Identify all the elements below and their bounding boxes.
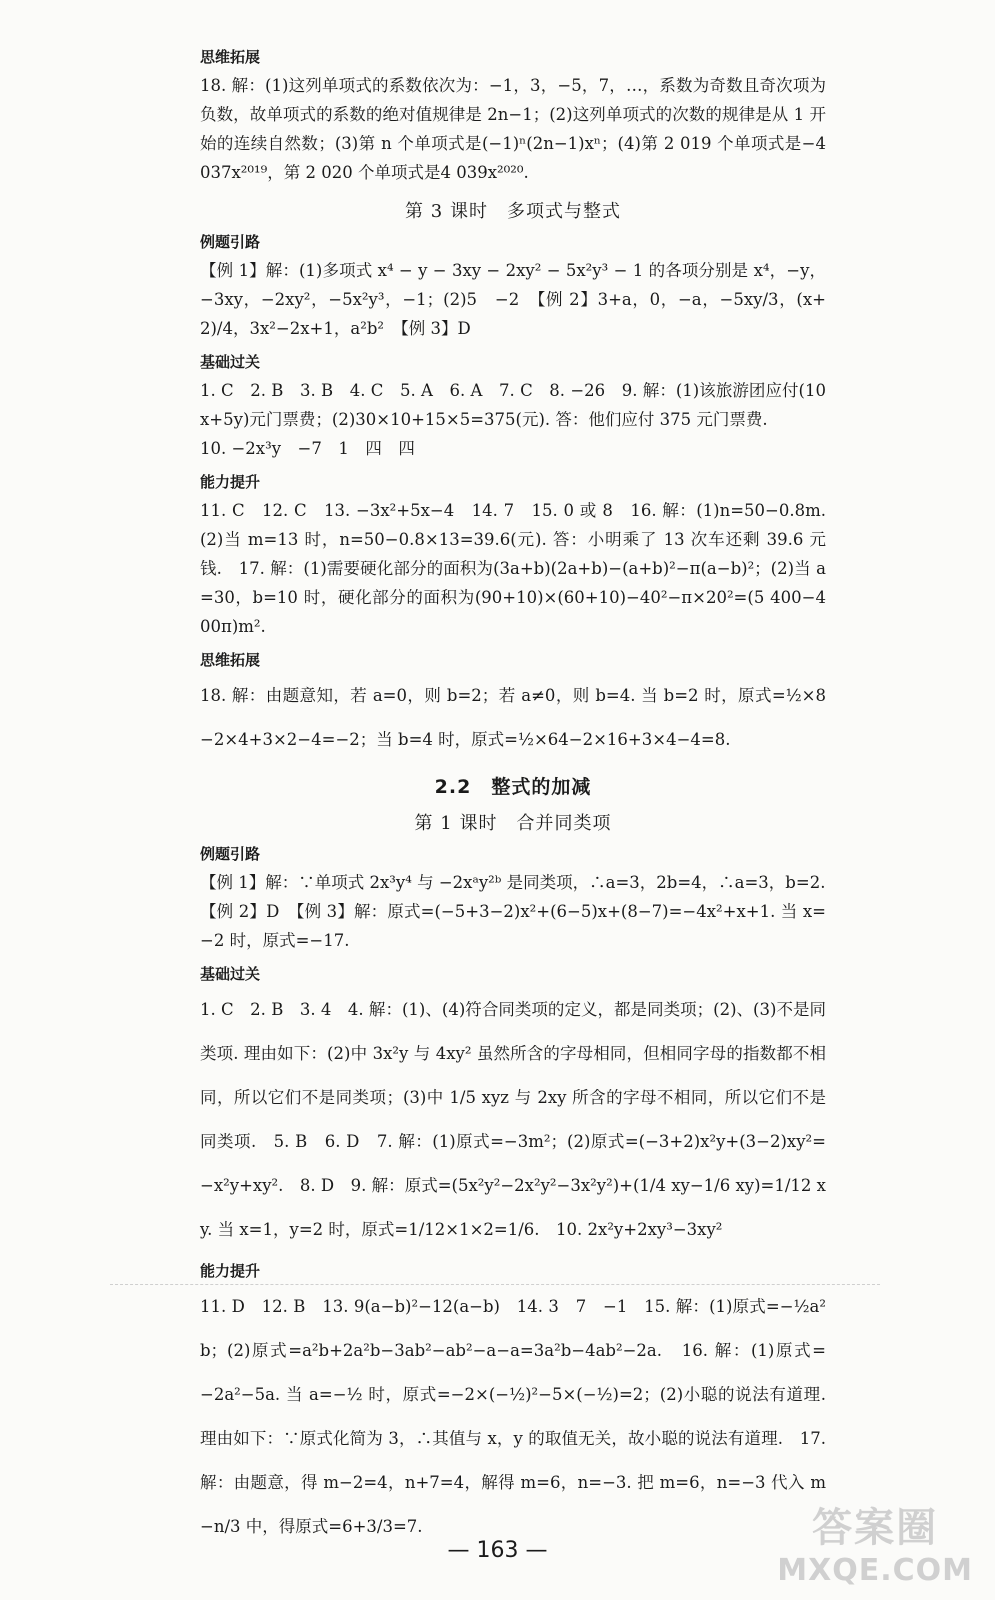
answer-paragraph: 10. −2x³y −7 1 四 四	[200, 439, 415, 458]
answer-paragraph: 1. C 2. B 3. 4 4. 解：(1)、(4)符合同类项的定义，都是同类项；(2)、(3)不是同类项. 理由如下：(2)中 3x²y 与 4xy² 虽然所含的字母相同，但相同字母的指数都不相同，所以它们不是同类项；(3)中 1/5 xyz 与 2xy 所含的字母不相同，所以它们不是同类项. 5. B 6. D 7. 解：(1)原式=−3m²；(2)原式=(−3+2)x²y+(3−2)xy²=−x²y+xy². 8. D 9. 解：原式=(5x²y²−2x²y²−3x²y²)+(1/4 xy−1/6 xy)=1/12 xy. 当 x=1，y=2 时，原式=1/12×1×2=1/6. 10. 2x²y+2xy³−3xy²	[200, 1000, 826, 1239]
answer-paragraph: 18. 解：(1)这列单项式的系数依次为：−1，3，−5，7，…，系数为奇数且奇次项为负数，故单项式的系数的绝对值规律是 2n−1；(2)这列单项式的次数的规律是从 1 开始的连续自然数；(3)第 n 个单项式是(−1)ⁿ(2n−1)xⁿ；(4)第 2 019 个单项式是−4 037x²⁰¹⁹，第 2 020 个单项式是4 039x²⁰²⁰.	[200, 76, 826, 182]
section-heading: 思维拓展	[200, 651, 261, 669]
answer-page-content	[200, 38, 826, 1549]
lesson-title: 第 1 课时 合并同类项	[414, 813, 612, 834]
answer-paragraph: 18. 解：由题意知，若 a=0，则 b=2；若 a≠0，则 b=4. 当 b=2 时，原式=½×8−2×4+3×2−4=−2；当 b=4 时，原式=½×64−2×16+3×4−4=8.	[200, 686, 826, 749]
section-heading: 基础过关	[200, 965, 261, 983]
page-number: — 163 —	[447, 1538, 548, 1563]
answer-paragraph: 【例 1】解：∵单项式 2x³y⁴ 与 −2xᵃy²ᵇ 是同类项，∴a=3，2b=4，∴a=3，b=2.	[200, 873, 826, 892]
divider-line	[110, 1284, 880, 1285]
answer-paragraph: 【例 2】D 【例 3】解：原式=(−5+3−2)x²+(6−5)x+(8−7)=−4x²+x+1. 当 x=−2 时，原式=−17.	[200, 902, 826, 950]
section-heading: 例题引路	[200, 233, 261, 251]
section-heading: 思维拓展	[200, 48, 261, 66]
lesson-title: 第 3 课时 多项式与整式	[405, 201, 621, 222]
chapter-title: 2.2 整式的加减	[434, 776, 592, 798]
section-heading: 例题引路	[200, 845, 261, 863]
answer-paragraph: 11. C 12. C 13. −3x²+5x−4 14. 7 15. 0 或 8 16. 解：(1)n=50−0.8m. (2)当 m=13 时，n=50−0.8×13=39.6(元). 答：小明乘了 13 次车还剩 39.6 元钱. 17. 解：(1)需要硬化部分的面积为(3a+b)(2a+b)−(a+b)²−π(a−b)²；(2)当 a=30，b=10 时，硬化部分的面积为(90+10)×(60+10)−40²−π×20²=(5 400−400π)m².	[200, 501, 826, 636]
answer-paragraph: 1. C 2. B 3. B 4. C 5. A 6. A 7. C 8. −26 9. 解：(1)该旅游团应付(10x+5y)元门票费；(2)30×10+15×5=375(元). 答：他们应付 375 元门票费.	[200, 381, 826, 429]
answer-paragraph: 11. D 12. B 13. 9(a−b)²−12(a−b) 14. 3 7 −1 15. 解：(1)原式=−½a²b；(2)原式=a²b+2a²b−3ab²−ab²−a−a=3a²b−4ab²−2a. 16. 解：(1)原式=−2a²−5a. 当 a=−½ 时，原式=−2×(−½)²−5×(−½)=2；(2)小聪的说法有道理. 理由如下：∵原式化简为 3，∴其值与 x，y 的取值无关，故小聪的说法有道理. 17. 解：由题意，得 m−2=4，n+7=4，解得 m=6，n=−3. 把 m=6，n=−3 代入 m−n/3 中，得原式=6+3/3=7.	[200, 1297, 826, 1536]
watermark-text: 答案圈	[812, 1505, 939, 1551]
section-heading: 能力提升	[200, 473, 261, 491]
watermark-url: MXQE.COM	[777, 1553, 973, 1588]
answer-paragraph: 【例 1】解：(1)多项式 x⁴ − y − 3xy − 2xy² − 5x²y³ − 1 的各项分别是 x⁴，−y，−3xy，−2xy²，−5x²y³，−1；(2)5 −2 【例 2】3+a，0，−a，−5xy/3，(x+2)/4，3x²−2x+1，a²b² 【例 3】D	[200, 261, 826, 338]
watermark-logo	[777, 1496, 973, 1588]
section-heading: 基础过关	[200, 353, 261, 371]
section-heading: 能力提升	[200, 1262, 261, 1280]
